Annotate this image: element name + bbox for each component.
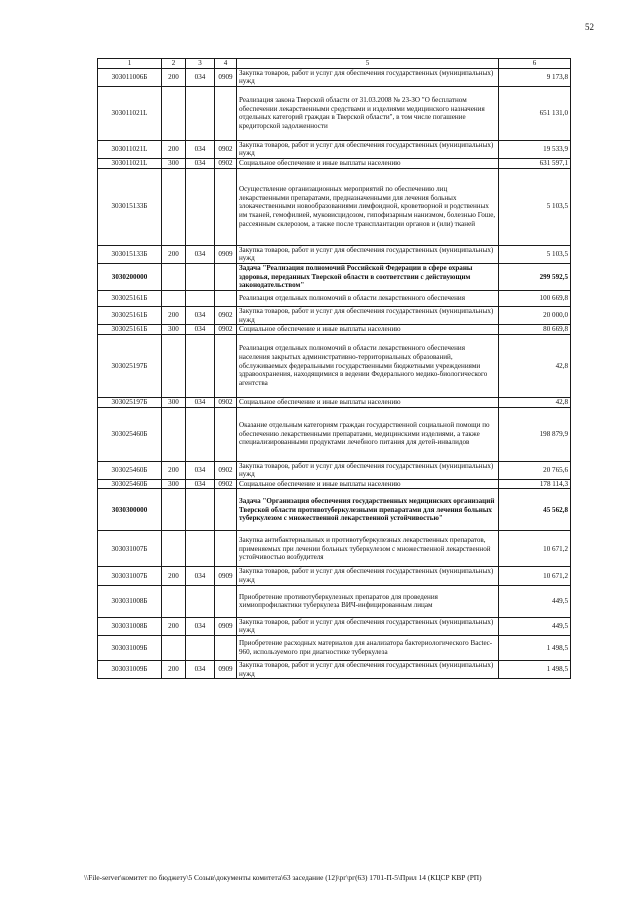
amount-cell: 1 498,5 [499, 660, 571, 678]
expense-type-cell: 300 [162, 159, 186, 169]
table-row [98, 461, 571, 479]
ministry-code-cell [186, 635, 215, 660]
description-cell: Социальное обеспечение и иные выплаты населению [237, 325, 499, 335]
description-cell: Социальное обеспечение и иные выплаты населению [237, 479, 499, 489]
amount-cell: 45 562,8 [499, 489, 571, 531]
code-cell: 303025161Б [98, 306, 162, 324]
column-header: 4 [215, 59, 237, 69]
table-row [98, 290, 571, 306]
expense-type-cell: 300 [162, 397, 186, 407]
section-code-cell [215, 635, 237, 660]
expense-type-cell: 200 [162, 306, 186, 324]
code-cell: 303031007Б [98, 531, 162, 567]
code-cell: 303031007Б [98, 567, 162, 585]
ministry-code-cell: 034 [186, 159, 215, 169]
section-code-cell: 0902 [215, 479, 237, 489]
amount-cell: 20 000,0 [499, 306, 571, 324]
expense-type-cell: 300 [162, 325, 186, 335]
code-cell: 303025161Б [98, 290, 162, 306]
description-cell: Социальное обеспечение и иные выплаты населению [237, 397, 499, 407]
table-row [98, 68, 571, 86]
section-code-cell [215, 489, 237, 531]
column-header: 5 [237, 59, 499, 69]
table-row [98, 159, 571, 169]
code-cell: 303025197Б [98, 397, 162, 407]
amount-cell: 100 669,8 [499, 290, 571, 306]
section-code-cell [215, 407, 237, 461]
section-code-cell [215, 86, 237, 140]
description-cell: Реализация закона Тверской области от 31.03.2008 № 23-ЗО "О бесплатном обеспечении лекарственными средствами и изделиями медицинского назначения отдельных категорий граждан в Тверской области", в том числе погашение кредиторской задолженности [237, 86, 499, 140]
amount-cell: 299 592,5 [499, 264, 571, 291]
description-cell: Закупка товаров, работ и услуг для обеспечения государственных (муниципальных) нужд [237, 306, 499, 324]
table-row [98, 325, 571, 335]
column-header: 2 [162, 59, 186, 69]
code-cell: 303011021L [98, 86, 162, 140]
expense-type-cell: 200 [162, 140, 186, 158]
table-row [98, 617, 571, 635]
description-cell: Оказание отдельным категориям граждан государственной социальной помощи по обеспечению лекарственными препаратами, медицинскими изделиями, а также специализированными продуктами лечебного питания для детей-инвалидов [237, 407, 499, 461]
section-code-cell: 0902 [215, 397, 237, 407]
section-code-cell: 0909 [215, 660, 237, 678]
ministry-code-cell [186, 531, 215, 567]
table-row [98, 334, 571, 397]
expense-type-cell [162, 334, 186, 397]
column-header: 6 [499, 59, 571, 69]
section-code-cell: 0902 [215, 140, 237, 158]
expense-type-cell [162, 290, 186, 306]
ministry-code-cell: 034 [186, 325, 215, 335]
amount-cell: 20 765,6 [499, 461, 571, 479]
description-cell: Реализация отдельных полномочий в области лекарственного обеспечения населения закрытых административно-территориальных образований, обслуживаемых федеральными государственными бюджетными учреждениями здравоохранения, находящимися в ведении Федерального медико-биологического агентства [237, 334, 499, 397]
code-cell: 303011006Б [98, 68, 162, 86]
description-cell: Закупка товаров, работ и услуг для обеспечения государственных (муниципальных) нужд [237, 461, 499, 479]
code-cell: 303025161Б [98, 325, 162, 335]
description-cell: Закупка товаров, работ и услуг для обеспечения государственных (муниципальных) нужд [237, 68, 499, 86]
expense-type-cell [162, 168, 186, 245]
section-code-cell: 0909 [215, 567, 237, 585]
expense-type-cell [162, 489, 186, 531]
expense-type-cell [162, 264, 186, 291]
amount-cell: 19 533,9 [499, 140, 571, 158]
ministry-code-cell [186, 489, 215, 531]
description-cell: Закупка товаров, работ и услуг для обеспечения государственных (муниципальных) нужд [237, 567, 499, 585]
table-row [98, 397, 571, 407]
column-header: 1 [98, 59, 162, 69]
table-row [98, 635, 571, 660]
ministry-code-cell [186, 86, 215, 140]
section-code-cell: 0902 [215, 159, 237, 169]
code-cell: 303011021L [98, 159, 162, 169]
page-number: 52 [585, 22, 594, 32]
section-code-cell: 0909 [215, 245, 237, 263]
section-code-cell [215, 585, 237, 617]
amount-cell: 198 879,9 [499, 407, 571, 461]
budget-table [97, 58, 571, 679]
table-row [98, 306, 571, 324]
amount-cell: 9 173,8 [499, 68, 571, 86]
amount-cell: 10 671,2 [499, 567, 571, 585]
description-cell: Закупка товаров, работ и услуг для обеспечения государственных (муниципальных) нужд [237, 617, 499, 635]
ministry-code-cell [186, 407, 215, 461]
amount-cell: 449,5 [499, 585, 571, 617]
ministry-code-cell [186, 264, 215, 291]
table-row [98, 140, 571, 158]
table-row [98, 660, 571, 678]
ministry-code-cell: 034 [186, 461, 215, 479]
section-code-cell [215, 264, 237, 291]
description-cell: Приобретение расходных материалов для анализатора бактериологического Bactec-960, используемого при диагностике туберкулеза [237, 635, 499, 660]
section-code-cell [215, 168, 237, 245]
expense-type-cell: 200 [162, 461, 186, 479]
section-code-cell [215, 290, 237, 306]
ministry-code-cell: 034 [186, 306, 215, 324]
description-cell: Осуществление организационных мероприятий по обеспечению лиц лекарственными препаратами, предназначенными для лечения больных злокачественными новообразованиями лимфоидной, кроветворной и родственных им тканей, гемофилией, муковисцидозом, гипофизарным нанизмом, болезнью Гоше, рассеянным склерозом, а также после трансплантации органов и (или) тканей [237, 168, 499, 245]
amount-cell: 42,8 [499, 334, 571, 397]
amount-cell: 10 671,2 [499, 531, 571, 567]
description-cell: Закупка товаров, работ и услуг для обеспечения государственных (муниципальных) нужд [237, 660, 499, 678]
table-row [98, 531, 571, 567]
column-header: 3 [186, 59, 215, 69]
code-cell: 303025460Б [98, 461, 162, 479]
section-code-cell: 0909 [215, 68, 237, 86]
expense-type-cell: 200 [162, 567, 186, 585]
code-cell: 303015133Б [98, 168, 162, 245]
amount-cell: 5 103,5 [499, 168, 571, 245]
description-cell: Задача "Организация обеспечения государственных медицинских организаций Тверской области противотуберкулезными препаратами для лечения больных туберкулезом с множественной лекарственной устойчивостью" [237, 489, 499, 531]
description-cell: Социальное обеспечение и иные выплаты населению [237, 159, 499, 169]
amount-cell: 1 498,5 [499, 635, 571, 660]
code-cell: 303031008Б [98, 617, 162, 635]
table-row [98, 245, 571, 263]
table-row [98, 489, 571, 531]
code-cell: 3030300000 [98, 489, 162, 531]
code-cell: 303015133Б [98, 245, 162, 263]
ministry-code-cell: 034 [186, 660, 215, 678]
table-row [98, 86, 571, 140]
amount-cell: 178 114,3 [499, 479, 571, 489]
ministry-code-cell [186, 290, 215, 306]
code-cell: 303011021L [98, 140, 162, 158]
code-cell: 303031009Б [98, 660, 162, 678]
table-row [98, 264, 571, 291]
amount-cell: 5 103,5 [499, 245, 571, 263]
code-cell: 303025197Б [98, 334, 162, 397]
table-row [98, 407, 571, 461]
ministry-code-cell: 034 [186, 479, 215, 489]
section-code-cell: 0902 [215, 461, 237, 479]
expense-type-cell: 200 [162, 660, 186, 678]
expense-type-cell: 200 [162, 617, 186, 635]
expense-type-cell [162, 531, 186, 567]
expense-type-cell: 200 [162, 245, 186, 263]
footer-file-path: \\File-server\комитет по бюджету\5 Созыв\документы комитета\63 заседание (12)\рг\рг(63) 1701-П-5\Прил 14 (КЦСР КВР (РП) [84, 873, 482, 882]
description-cell: Закупка товаров, работ и услуг для обеспечения государственных (муниципальных) нужд [237, 245, 499, 263]
ministry-code-cell: 034 [186, 68, 215, 86]
amount-cell: 42,8 [499, 397, 571, 407]
amount-cell: 651 131,0 [499, 86, 571, 140]
table-row [98, 168, 571, 245]
expense-type-cell: 200 [162, 68, 186, 86]
table-body [98, 68, 571, 679]
amount-cell: 449,5 [499, 617, 571, 635]
section-code-cell [215, 334, 237, 397]
code-cell: 303025460Б [98, 407, 162, 461]
description-cell: Закупка антибактериальных и противотуберкулезных лекарственных препаратов, применяемых при лечении больных туберкулезом с множественной лекарственной устойчивостью возбудителя [237, 531, 499, 567]
expense-type-cell [162, 585, 186, 617]
code-cell: 3030200000 [98, 264, 162, 291]
table-row [98, 567, 571, 585]
section-code-cell: 0902 [215, 306, 237, 324]
description-cell: Задача "Реализация полномочий Российской Федерации в сфере охраны здоровья, переданных Тверской области в соответствии с действующим законодательством" [237, 264, 499, 291]
table-header-row [98, 59, 571, 69]
description-cell: Закупка товаров, работ и услуг для обеспечения государственных (муниципальных) нужд [237, 140, 499, 158]
expense-type-cell [162, 407, 186, 461]
description-cell: Приобретение противотуберкулезных препаратов для проведения химиопрофилактики туберкулеза ВИЧ-инфицированным лицам [237, 585, 499, 617]
description-cell: Реализация отдельных полномочий в области лекарственного обеспечения [237, 290, 499, 306]
table-row [98, 585, 571, 617]
section-code-cell [215, 531, 237, 567]
amount-cell: 80 669,8 [499, 325, 571, 335]
ministry-code-cell: 034 [186, 245, 215, 263]
expense-type-cell [162, 635, 186, 660]
section-code-cell: 0909 [215, 617, 237, 635]
amount-cell: 631 597,1 [499, 159, 571, 169]
ministry-code-cell [186, 585, 215, 617]
table-row [98, 479, 571, 489]
ministry-code-cell: 034 [186, 397, 215, 407]
ministry-code-cell [186, 168, 215, 245]
ministry-code-cell: 034 [186, 617, 215, 635]
expense-type-cell [162, 86, 186, 140]
ministry-code-cell: 034 [186, 567, 215, 585]
expense-type-cell: 300 [162, 479, 186, 489]
ministry-code-cell [186, 334, 215, 397]
ministry-code-cell: 034 [186, 140, 215, 158]
section-code-cell: 0902 [215, 325, 237, 335]
code-cell: 303031009Б [98, 635, 162, 660]
code-cell: 303025460Б [98, 479, 162, 489]
code-cell: 303031008Б [98, 585, 162, 617]
